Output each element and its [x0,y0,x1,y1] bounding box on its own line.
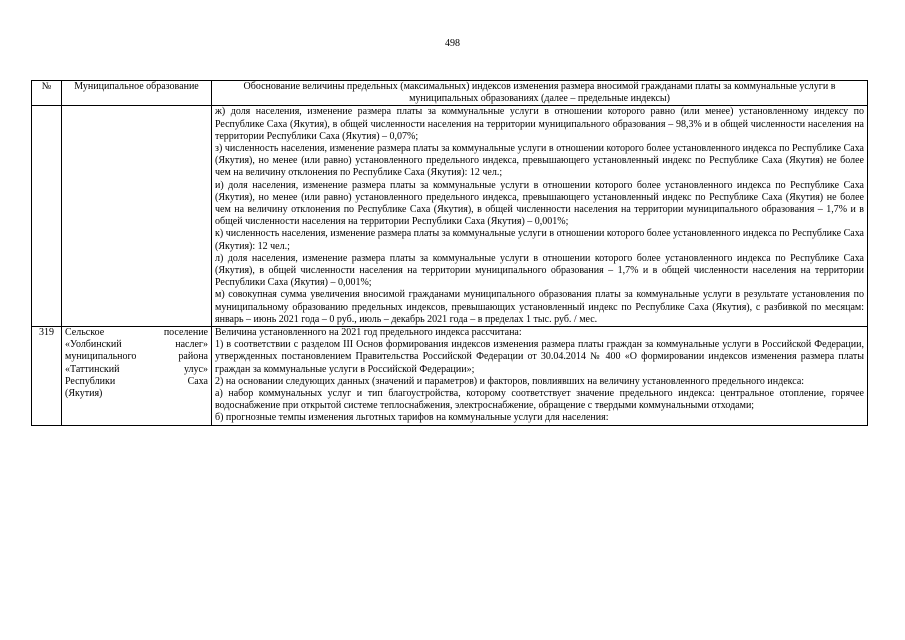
paragraph: и) доля населения, изменение размера платы за коммунальные услуги в отношении которого более установленного индекса по Республике Саха (Якутия), но менее (или равно) установленного предельного индекса, превышающего установленный индекс по Республике Саха (Якутия) не более чем на величину отклонения по Республике Саха (Якутия), в общей численности населения на территории муниципального образования – 1,7% и в общей численности населения на территории Республики Саха (Якутия) – 0,001%; [215,179,864,228]
page-number: 498 [445,38,460,49]
municipality-line: «Уолбинский наслег» [65,339,208,351]
municipality-line: Сельское поселение [65,327,208,339]
row-justification [212,106,868,327]
row-municipality [62,106,212,327]
row-justification [212,327,868,426]
header-justification: Обоснование величины предельных (максимальных) индексов изменения размера вносимой гражданами платы за коммунальные услуги в муниципальных образованиях (далее – предельные индексы) [212,81,868,106]
header-num: № [32,81,62,106]
paragraph: а) набор коммунальных услуг и тип благоустройства, которому соответствует значение предельного индекса: центральное отопление, горячее водоснабжение при открытой системе теплоснабжения, электроснабжение, обращение с твердыми коммунальными отходами; [215,388,864,412]
table-row [32,327,868,426]
table-header-row [32,81,868,106]
paragraph: ж) доля населения, изменение размера платы за коммунальные услуги в отношении которого равно (или менее) установленному индексу по Республике Саха (Якутия), в общей численности населения на территории муниципального образования – 98,3% и в общей численности населения на территории Республики Саха (Якутия) – 0,07%; [215,106,864,142]
table-row [32,106,868,327]
row-municipality [62,327,212,426]
paragraph: Величина установленного на 2021 год предельного индекса рассчитана: [215,327,522,339]
municipality-line: (Якутия) [65,388,103,400]
municipality-line: Республики Саха [65,375,208,387]
paragraph: 1) в соответствии с разделом III Основ формирования индексов изменения размера платы граждан за коммунальные услуги в Российской Федерации, утвержденных постановлением Правительства Российской Федерации от 30.04.2014 № 400 «О формировании индексов изменения размера платы граждан за коммунальные услуги в Российской Федерации»; [215,339,864,375]
municipality-line: муниципального района [65,351,208,363]
paragraph: 2) на основании следующих данных (значений и параметров) и факторов, повлиявших на величину установленного предельного индекса: [215,375,805,387]
row-num [32,106,62,327]
paragraph: к) численность населения, изменение размера платы за коммунальные услуги в отношении которого более установленного индекса по Республике Саха (Якутия): 12 чел.; [215,228,864,252]
paragraph: з) численность населения, изменение размера платы за коммунальные услуги в отношении которого более установленного индекса по Республике Саха (Якутия), но менее (или равно) установленного предельного индекса, превышающего установленный индекс по Республике Саха (Якутия) не более чем на величину отклонения по Республике Саха (Якутия): 12 чел.; [215,143,864,179]
paragraph: м) совокупная сумма увеличения вносимой гражданами муниципального образования платы за коммунальные услуги в результате установления по муниципальному образованию предельных индексов, превышающих установленный индекс по Республике Саха (Якутия), с разбивкой по месяцам: январь – июнь 2021 года – 0 руб., июль – декабрь 2021 года – в пределах 1 тыс. руб. / мес. [215,289,864,325]
paragraph: л) доля населения, изменение размера платы за коммунальные услуги в отношении которого более установленного индекса по Республике Саха (Якутия), в общей численности населения на территории муниципального образования – 1,7% и в общей численности населения на территории Республики Саха (Якутия) – 0,001%; [215,252,864,289]
municipality-line: «Таттинский улус» [65,363,208,375]
paragraph: б) прогнозные темпы изменения льготных тарифов на коммунальные услуги для населения: [215,412,609,424]
row-num: 319 [32,327,62,426]
indices-table [31,80,868,426]
header-municipality: Муниципальное образование [62,81,212,106]
